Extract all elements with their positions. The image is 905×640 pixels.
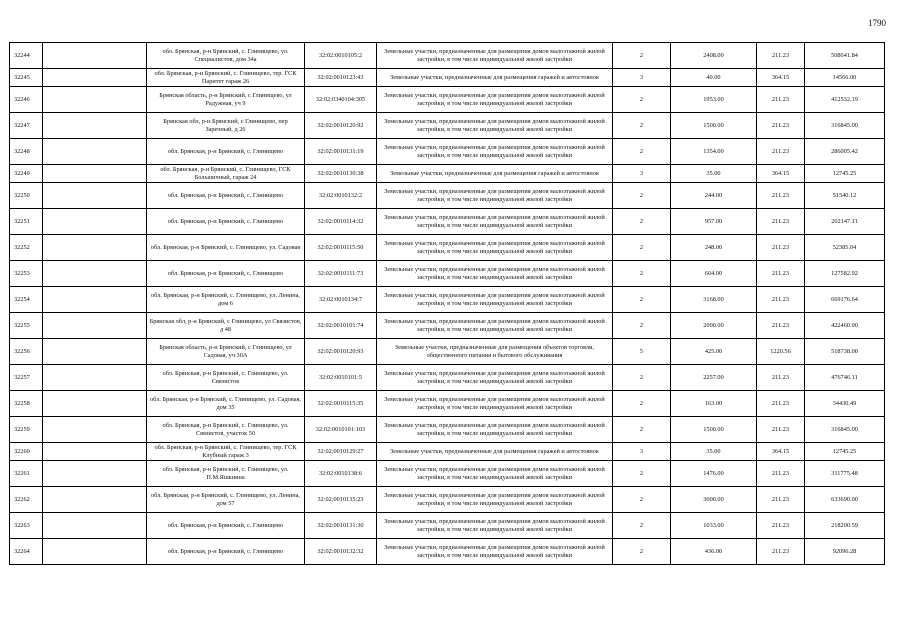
group-cell: 2: [613, 365, 671, 391]
cadastral-value-cell: 669176.64: [805, 287, 885, 313]
area-cell: 40.00: [671, 69, 757, 87]
address-cell: обл. Брянская, р-н Брянский, с. Глинищево, ул. Связистов: [147, 365, 305, 391]
cadastral-value-cell: 34430.49: [805, 391, 885, 417]
area-cell: 3000.00: [671, 487, 757, 513]
land-purpose-cell: Земельные участки, предназначенные для размещения домов малоэтажной жилой застройки, в том числе индивидуальной жилой застройки: [377, 313, 613, 339]
cadastral-value-cell: 127582.92: [805, 261, 885, 287]
empty-cell: [43, 87, 147, 113]
land-purpose-cell: Земельные участки, предназначенные для размещения домов малоэтажной жилой застройки, в том числе индивидуальной жилой застройки: [377, 139, 613, 165]
row-id-cell: 32249: [10, 165, 43, 183]
cadastral-number-cell: 32:02:0010135:23: [305, 487, 377, 513]
specific-value-cell: 211.23: [757, 461, 805, 487]
area-cell: 3168.00: [671, 287, 757, 313]
area-cell: 163.00: [671, 391, 757, 417]
group-cell: 2: [613, 391, 671, 417]
row-id-cell: 32251: [10, 209, 43, 235]
table-row: [10, 43, 885, 69]
specific-value-cell: 211.23: [757, 287, 805, 313]
address-cell: обл. Брянская, р-н Брянский, с. Глинищево: [147, 539, 305, 565]
address-cell: обл. Брянская, р-н Брянский, с. Глинищево, ул. Ленина, дом 57: [147, 487, 305, 513]
address-cell: обл. Брянская, р-н Брянский, с. Глинищево: [147, 209, 305, 235]
address-cell: обл. Брянская, р-н Брянский, с. Глинищево, ул. П.М.Яшкиина: [147, 461, 305, 487]
area-cell: 35.00: [671, 443, 757, 461]
area-cell: 35.00: [671, 165, 757, 183]
group-cell: 2: [613, 183, 671, 209]
area-cell: 957.00: [671, 209, 757, 235]
specific-value-cell: 211.23: [757, 391, 805, 417]
land-purpose-cell: Земельные участки, предназначенные для размещения домов малоэтажной жилой застройки, в том числе индивидуальной жилой застройки: [377, 87, 613, 113]
empty-cell: [43, 487, 147, 513]
empty-cell: [43, 443, 147, 461]
cadastral-value-cell: 92096.28: [805, 539, 885, 565]
area-cell: 604.00: [671, 261, 757, 287]
row-id-cell: 32260: [10, 443, 43, 461]
row-id-cell: 32250: [10, 183, 43, 209]
group-cell: 2: [613, 313, 671, 339]
cadastral-number-cell: 32:02:0010105:2: [305, 43, 377, 69]
address-cell: обл. Брянская, р-н Брянский, с. Глинищево: [147, 261, 305, 287]
specific-value-cell: 211.23: [757, 513, 805, 539]
cadastral-number-cell: 32:02:0010101:103: [305, 417, 377, 443]
land-purpose-cell: Земельные участки, предназначенные для размещения домов малоэтажной жилой застройки, в том числе индивидуальной жилой застройки: [377, 487, 613, 513]
area-cell: 2000.00: [671, 313, 757, 339]
area-cell: 1476.00: [671, 461, 757, 487]
area-cell: 1500.00: [671, 113, 757, 139]
row-id-cell: 32261: [10, 461, 43, 487]
cadastral-value-cell: 12745.25: [805, 443, 885, 461]
cadastral-number-cell: 32:02:0010111:73: [305, 261, 377, 287]
row-id-cell: 32257: [10, 365, 43, 391]
table-row: [10, 461, 885, 487]
cadastral-number-cell: 32:02:0010130:38: [305, 165, 377, 183]
cadastral-number-cell: 32:02:0010101:5: [305, 365, 377, 391]
specific-value-cell: 211.23: [757, 487, 805, 513]
specific-value-cell: 211.23: [757, 43, 805, 69]
table-row: [10, 365, 885, 391]
specific-value-cell: 211.23: [757, 539, 805, 565]
specific-value-cell: 211.23: [757, 365, 805, 391]
address-cell: обл. Брянская, р-н Брянский, с. Глинищево, ул. Связистов, участок 50: [147, 417, 305, 443]
group-cell: 2: [613, 287, 671, 313]
group-cell: 3: [613, 165, 671, 183]
empty-cell: [43, 339, 147, 365]
empty-cell: [43, 235, 147, 261]
empty-cell: [43, 261, 147, 287]
land-purpose-cell: Земельные участки, предназначенные для размещения гаражей и автостоянок: [377, 443, 613, 461]
land-purpose-cell: Земельные участки, предназначенные для размещения домов малоэтажной жилой застройки, в том числе индивидуальной жилой застройки: [377, 113, 613, 139]
table-row: [10, 443, 885, 461]
address-cell: обл. Брянская, р-н Брянский, с. Глинищево, ГСК Большичный, гараж 24: [147, 165, 305, 183]
group-cell: 2: [613, 87, 671, 113]
table-row: [10, 113, 885, 139]
cadastral-number-cell: 32:02:0010114:32: [305, 209, 377, 235]
table-row: [10, 69, 885, 87]
cadastral-value-cell: 14566.00: [805, 69, 885, 87]
area-cell: 1354.00: [671, 139, 757, 165]
row-id-cell: 32253: [10, 261, 43, 287]
cadastral-value-cell: 316845.00: [805, 417, 885, 443]
land-purpose-cell: Земельные участки, предназначенные для размещения домов малоэтажной жилой застройки, в том числе индивидуальной жилой застройки: [377, 513, 613, 539]
row-id-cell: 32256: [10, 339, 43, 365]
land-purpose-cell: Земельные участки, предназначенные для размещения домов малоэтажной жилой застройки, в том числе индивидуальной жилой застройки: [377, 391, 613, 417]
table-row: [10, 513, 885, 539]
group-cell: 2: [613, 513, 671, 539]
row-id-cell: 32255: [10, 313, 43, 339]
area-cell: 425.00: [671, 339, 757, 365]
table-row: [10, 261, 885, 287]
land-purpose-cell: Земельные участки, предназначенные для размещения домов малоэтажной жилой застройки, в том числе индивидуальной жилой застройки: [377, 539, 613, 565]
table-row: [10, 487, 885, 513]
address-cell: обл. Брянская, р-н Брянский, с. Глинищево, тер. ГСК Паритет гараж 26: [147, 69, 305, 87]
cadastral-number-cell: 32:02:0340104:305: [305, 87, 377, 113]
cadastral-value-cell: 202147.11: [805, 209, 885, 235]
cadastral-value-cell: 476746.11: [805, 365, 885, 391]
row-id-cell: 32244: [10, 43, 43, 69]
empty-cell: [43, 461, 147, 487]
group-cell: 2: [613, 209, 671, 235]
cadastral-value-cell: 518738.00: [805, 339, 885, 365]
row-id-cell: 32262: [10, 487, 43, 513]
cadastral-number-cell: 32:02:0010131:19: [305, 139, 377, 165]
cadastral-number-cell: 32:02:0010132:32: [305, 539, 377, 565]
cadastral-value-cell: 633690.00: [805, 487, 885, 513]
table-row: [10, 339, 885, 365]
table-row: [10, 287, 885, 313]
cadastral-value-cell: 218200.59: [805, 513, 885, 539]
cadastral-value-cell: 422460.00: [805, 313, 885, 339]
table-row: [10, 417, 885, 443]
area-cell: 1953.00: [671, 87, 757, 113]
address-cell: обл. Брянская, р-н Брянский, с. Глинищево, ул. Садовая: [147, 235, 305, 261]
cadastral-number-cell: 32:02:0010115:35: [305, 391, 377, 417]
cadastral-number-cell: 32:02:0010123:43: [305, 69, 377, 87]
cadastral-value-cell: 51540.12: [805, 183, 885, 209]
area-cell: 244.00: [671, 183, 757, 209]
area-cell: 2408.00: [671, 43, 757, 69]
empty-cell: [43, 139, 147, 165]
area-cell: 2257.00: [671, 365, 757, 391]
cadastral-value-cell: 412532.19: [805, 87, 885, 113]
specific-value-cell: 1220.56: [757, 339, 805, 365]
table-row: [10, 139, 885, 165]
land-purpose-cell: Земельные участки, предназначенные для размещения гаражей и автостоянок: [377, 69, 613, 87]
table-row: [10, 391, 885, 417]
cadastral-value-cell: 508641.84: [805, 43, 885, 69]
empty-cell: [43, 417, 147, 443]
row-id-cell: 32252: [10, 235, 43, 261]
page-number: 1790: [868, 18, 886, 28]
address-cell: обл. Брянская, р-н Брянский, с. Глинищево, ул. Специалистов, дом 34а: [147, 43, 305, 69]
table-row: [10, 235, 885, 261]
address-cell: обл. Брянская, р-н Брянский, с. Глинищево, ул. Ленина, дом 6: [147, 287, 305, 313]
cadastral-value-cell: 316845.00: [805, 113, 885, 139]
address-cell: обл. Брянская, р-н Брянский, с. Глинищево: [147, 513, 305, 539]
group-cell: 2: [613, 235, 671, 261]
row-id-cell: 32248: [10, 139, 43, 165]
specific-value-cell: 364.15: [757, 443, 805, 461]
cadastral-value-cell: 286005.42: [805, 139, 885, 165]
address-cell: обл. Брянская, р-н Брянский, с. Глинищево, ул. Садовая, дом 35: [147, 391, 305, 417]
land-purpose-cell: Земельные участки, предназначенные для размещения домов малоэтажной жилой застройки, в том числе индивидуальной жилой застройки: [377, 287, 613, 313]
specific-value-cell: 211.23: [757, 183, 805, 209]
table-row: [10, 313, 885, 339]
empty-cell: [43, 365, 147, 391]
group-cell: 2: [613, 487, 671, 513]
land-purpose-cell: Земельные участки, предназначенные для размещения домов малоэтажной жилой застройки, в том числе индивидуальной жилой застройки: [377, 43, 613, 69]
specific-value-cell: 211.23: [757, 113, 805, 139]
cadastral-value-cell: 52385.04: [805, 235, 885, 261]
table-row: [10, 539, 885, 565]
cadastral-number-cell: 32:02:0010134:7: [305, 287, 377, 313]
area-cell: 248.00: [671, 235, 757, 261]
empty-cell: [43, 183, 147, 209]
land-purpose-cell: Земельные участки, предназначенные для размещения домов малоэтажной жилой застройки, в том числе индивидуальной жилой застройки: [377, 261, 613, 287]
land-purpose-cell: Земельные участки, предназначенные для размещения домов малоэтажной жилой застройки, в том числе индивидуальной жилой застройки: [377, 209, 613, 235]
empty-cell: [43, 69, 147, 87]
cadastral-number-cell: 32:02:0010101:74: [305, 313, 377, 339]
row-id-cell: 32258: [10, 391, 43, 417]
cadastral-number-cell: 32:02:0010138:6: [305, 461, 377, 487]
cadastral-number-cell: 32:02:0010120:93: [305, 339, 377, 365]
table-row: [10, 87, 885, 113]
empty-cell: [43, 313, 147, 339]
row-id-cell: 32254: [10, 287, 43, 313]
table-body: [10, 43, 885, 565]
address-cell: обл. Брянская, р-н Брянский, с. Глинищево, тер. ГСК Клубный гараж 3: [147, 443, 305, 461]
land-purpose-cell: Земельные участки, предназначенные для размещения домов малоэтажной жилой застройки, в том числе индивидуальной жилой застройки: [377, 461, 613, 487]
cadastral-number-cell: 32:02:0010129:27: [305, 443, 377, 461]
empty-cell: [43, 165, 147, 183]
land-purpose-cell: Земельные участки, предназначенные для размещения домов малоэтажной жилой застройки, в том числе индивидуальной жилой застройки: [377, 183, 613, 209]
table-row: [10, 165, 885, 183]
group-cell: 2: [613, 113, 671, 139]
empty-cell: [43, 287, 147, 313]
specific-value-cell: 211.23: [757, 235, 805, 261]
group-cell: 2: [613, 43, 671, 69]
area-cell: 1500.00: [671, 417, 757, 443]
specific-value-cell: 211.23: [757, 313, 805, 339]
row-id-cell: 32264: [10, 539, 43, 565]
empty-cell: [43, 391, 147, 417]
row-id-cell: 32263: [10, 513, 43, 539]
row-id-cell: 32259: [10, 417, 43, 443]
specific-value-cell: 364.15: [757, 165, 805, 183]
table-row: [10, 183, 885, 209]
address-cell: Брянская обл, р-н Брянский, с Глинищево, ул Связистов, д 48: [147, 313, 305, 339]
address-cell: обл. Брянская, р-н Брянский, с. Глинищево: [147, 183, 305, 209]
cadastral-number-cell: 32:02:0010115:50: [305, 235, 377, 261]
specific-value-cell: 211.23: [757, 87, 805, 113]
address-cell: Брянская область, р-н Брянский, с Глинищево, ул Радужная, уч 9: [147, 87, 305, 113]
row-id-cell: 32246: [10, 87, 43, 113]
group-cell: 3: [613, 69, 671, 87]
empty-cell: [43, 43, 147, 69]
specific-value-cell: 211.23: [757, 417, 805, 443]
specific-value-cell: 211.23: [757, 139, 805, 165]
cadastral-value-cell: 12745.25: [805, 165, 885, 183]
row-id-cell: 32245: [10, 69, 43, 87]
address-cell: Брянская область, р-н Брянский, с Глинищево, ул Садовая, уч 30А: [147, 339, 305, 365]
land-purpose-cell: Земельные участки, предназначенные для размещения гаражей и автостоянок: [377, 165, 613, 183]
specific-value-cell: 211.23: [757, 209, 805, 235]
address-cell: обл. Брянская, р-н Брянский, с. Глинищево: [147, 139, 305, 165]
cadastral-number-cell: 32:02:0010120:92: [305, 113, 377, 139]
land-purpose-cell: Земельные участки, предназначенные для размещения домов малоэтажной жилой застройки, в том числе индивидуальной жилой застройки: [377, 235, 613, 261]
row-id-cell: 32247: [10, 113, 43, 139]
cadastral-value-table: [9, 42, 885, 565]
cadastral-number-cell: 32:02:0010132:2: [305, 183, 377, 209]
group-cell: 2: [613, 261, 671, 287]
specific-value-cell: 364.15: [757, 69, 805, 87]
cadastral-value-cell: 311775.48: [805, 461, 885, 487]
table-row: [10, 209, 885, 235]
group-cell: 5: [613, 339, 671, 365]
land-purpose-cell: Земельные участки, предназначенные для размещения объектов торговли, общественного питания и бытового обслуживания: [377, 339, 613, 365]
group-cell: 2: [613, 461, 671, 487]
specific-value-cell: 211.23: [757, 261, 805, 287]
empty-cell: [43, 539, 147, 565]
address-cell: Брянская обл, р-н Брянский, с Глинищево, пер Заречный, д 26: [147, 113, 305, 139]
group-cell: 2: [613, 417, 671, 443]
area-cell: 436.00: [671, 539, 757, 565]
group-cell: 2: [613, 539, 671, 565]
group-cell: 2: [613, 139, 671, 165]
group-cell: 3: [613, 443, 671, 461]
area-cell: 1033.00: [671, 513, 757, 539]
empty-cell: [43, 113, 147, 139]
empty-cell: [43, 513, 147, 539]
empty-cell: [43, 209, 147, 235]
cadastral-number-cell: 32:02:0010131:30: [305, 513, 377, 539]
land-purpose-cell: Земельные участки, предназначенные для размещения домов малоэтажной жилой застройки, в том числе индивидуальной жилой застройки: [377, 365, 613, 391]
land-purpose-cell: Земельные участки, предназначенные для размещения домов малоэтажной жилой застройки, в том числе индивидуальной жилой застройки: [377, 417, 613, 443]
